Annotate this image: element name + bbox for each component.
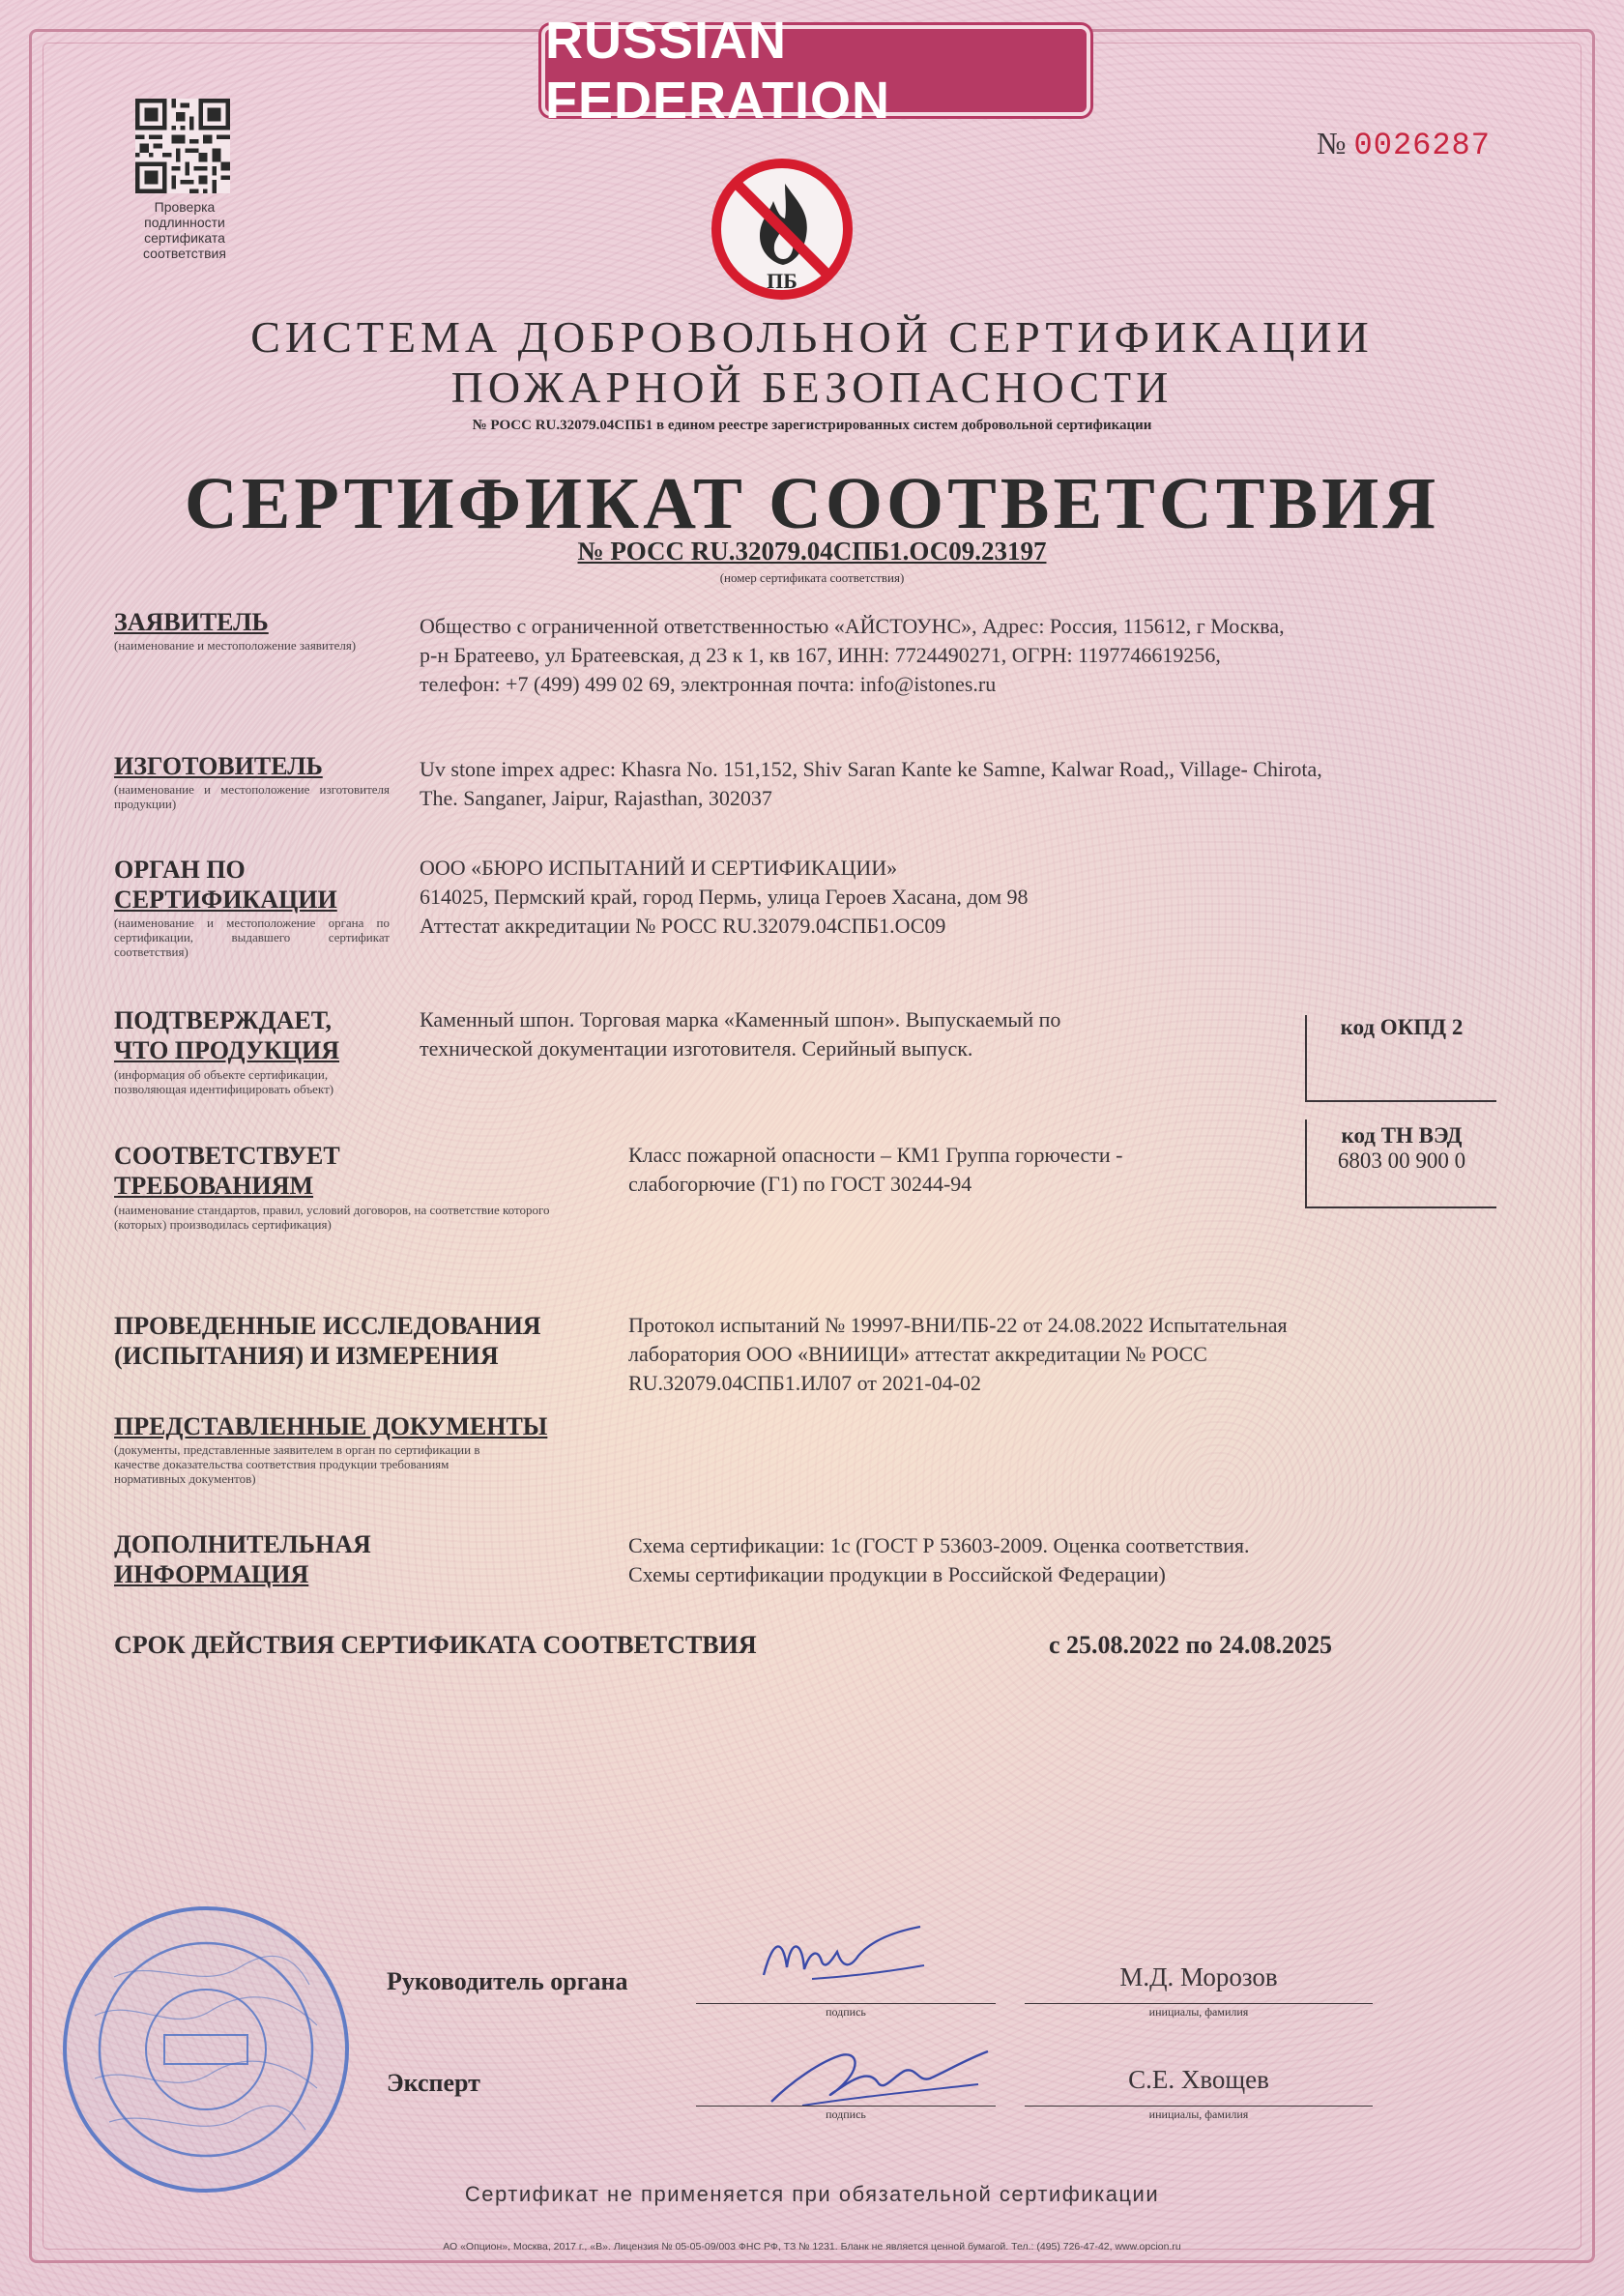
certificate-number-caption: (номер сертификата соответствия) — [719, 570, 905, 585]
okpd-label: код ОКПД 2 — [1340, 1015, 1464, 1039]
expert-name: С.Е. Хвощев — [1128, 2065, 1269, 2094]
form-number: № 0026287 — [1317, 126, 1491, 163]
additional-value: Схема сертификации: 1с (ГОСТ Р 53603-2009. Оценка соответствия. Схемы сертификации продукции в Российской Федерации) — [628, 1533, 1250, 1586]
head-signature-caption: подпись — [826, 2005, 866, 2019]
okpd-code-box — [1305, 1015, 1496, 1102]
applicant-label: ЗАЯВИТЕЛЬ — [114, 608, 269, 636]
footer-note: Сертификат не применяется при обязательной сертификации — [464, 2182, 1160, 2206]
registry-note: № РОСС RU.32079.04СПБ1 в едином реестре зарегистрированных систем добровольной сертификации — [472, 418, 1152, 433]
applicant-caption: (наименование и местоположение заявителя) — [114, 638, 357, 653]
printer-imprint: АО «Опцион», Москва, 2017 г., «В». Лицензия № 05-05-09/003 ФНС РФ, ТЗ № 1231. Бланк не является ценной бумагой. Тел.: (495) 726-47-42, www.opcion.ru — [443, 2241, 1181, 2252]
no-fire-icon — [710, 157, 855, 302]
certificate-title: СЕРТИФИКАТ СООТВЕТСТВИЯ — [184, 463, 1440, 544]
seal-stamp — [56, 1900, 356, 2199]
qr-code-icon[interactable] — [135, 99, 230, 193]
product-caption: (информация об объекте сертификации, позволяющая идентифицировать объект) — [114, 1067, 334, 1096]
product-value: Каменный шпон. Торговая марка «Каменный шпон». Выпускаемый по технической документации изготовителя. Серийный выпуск. — [420, 1007, 1061, 1061]
banner-text: RUSSIAN FEDERATION — [545, 12, 890, 130]
qr-caption: Проверка подлинности сертификата соответствия — [143, 199, 226, 261]
tnved-value: 6803 00 900 0 — [1337, 1148, 1466, 1173]
validity-value: с 25.08.2022 по 24.08.2025 — [1049, 1631, 1333, 1659]
system-title-line2: ПОЖАРНОЙ БЕЗОПАСНОСТИ — [450, 363, 1174, 412]
documents-caption: (документы, представленные заявителем в орган по сертификации в качестве доказательства соответствия продукции требованиям нормативных документов) — [114, 1442, 480, 1486]
tnved-label: код ТН ВЭД — [1341, 1123, 1463, 1148]
logo-text: ПБ — [767, 269, 798, 293]
expert-name-caption: инициалы, фамилия — [1148, 2107, 1249, 2121]
additional-label: ДОПОЛНИТЕЛЬНАЯ ИНФОРМАЦИЯ — [114, 1530, 371, 1588]
head-signature-line — [696, 2003, 996, 2004]
head-name: М.Д. Морозов — [1119, 1962, 1278, 1991]
head-signature — [754, 1919, 938, 1996]
system-title-line1: СИСТЕМА ДОБРОВОЛЬНОЙ СЕРТИФИКАЦИИ — [250, 312, 1374, 362]
tnved-code-box — [1305, 1119, 1496, 1208]
country-banner — [541, 12, 1090, 130]
head-role: Руководитель органа — [387, 1967, 628, 1995]
tests-label: ПРОВЕДЕННЫЕ ИССЛЕДОВАНИЯ (ИСПЫТАНИЯ) И ИЗМЕРЕНИЯ — [114, 1312, 541, 1370]
expert-name-line — [1025, 2106, 1373, 2107]
requirements-value: Класс пожарной опасности – КМ1 Группа горючести - слабогорючие (Г1) по ГОСТ 30244-94 — [628, 1143, 1123, 1196]
head-name-line — [1025, 2003, 1373, 2004]
certification-body-caption: (наименование и местоположение органа по сертификации, выдавшего сертификат соответствия) — [114, 915, 390, 959]
expert-role: Эксперт — [387, 2069, 480, 2097]
manufacturer-label: ИЗГОТОВИТЕЛЬ — [114, 752, 323, 780]
requirements-caption: (наименование стандартов, правил, условий договоров, на соответствие которого (которых) производилась сертификация) — [114, 1203, 550, 1232]
tests-value: Протокол испытаний № 19997-ВНИ/ПБ-22 от 24.08.2022 Испытательная лаборатория ООО «ВНИИЦИ» аттестат аккредитации № РОСС RU.32079.04СПБ1.ИЛ07 от 2021-04-02 — [628, 1313, 1288, 1395]
documents-label: ПРЕДСТАВЛЕННЫЕ ДОКУМЕНТЫ — [114, 1412, 548, 1440]
certification-body-value: ООО «БЮРО ИСПЫТАНИЙ И СЕРТИФИКАЦИИ» 614025, Пермский край, город Пермь, улица Героев Хасана, дом 98 Аттестат аккредитации № РОСС RU.32079.04СПБ1.ОС09 — [420, 856, 1029, 938]
certification-body-label: ОРГАН ПО СЕРТИФИКАЦИИ — [114, 856, 337, 914]
requirements-label: СООТВЕТСТВУЕТ ТРЕБОВАНИЯМ — [114, 1142, 340, 1200]
expert-signature-caption: подпись — [826, 2107, 866, 2121]
product-label: ПОДТВЕРЖДАЕТ, ЧТО ПРОДУКЦИЯ — [114, 1006, 340, 1064]
certificate-number: № РОСС RU.32079.04СПБ1.ОС09.23197 — [577, 537, 1047, 566]
head-name-caption: инициалы, фамилия — [1148, 2005, 1249, 2019]
form-number-value: 0026287 — [1353, 128, 1491, 163]
expert-signature-line — [696, 2106, 996, 2107]
applicant-value: Общество с ограниченной ответственностью «АЙСТОУНС», Адрес: Россия, 115612, г Москва, р-н Братеево, ул Братеевская, д 23 к 1, кв 167, ИНН: 7724490271, ОГРН: 1197746619256, телефон: +7 (499) 499 02 69, электронная почта: info@istones.ru — [420, 614, 1285, 696]
manufacturer-value: Uv stone impex адрес: Khasra No. 151,152, Shiv Saran Kante ke Samne, Kalwar Road,, Village- Chirota, The. Sanganer, Jaipur, Rajasthan, 302037 — [420, 757, 1322, 810]
validity-label: СРОК ДЕЙСТВИЯ СЕРТИФИКАТА СООТВЕТСТВИЯ — [114, 1631, 757, 1659]
manufacturer-caption: (наименование и местоположение изготовителя продукции) — [114, 782, 390, 811]
